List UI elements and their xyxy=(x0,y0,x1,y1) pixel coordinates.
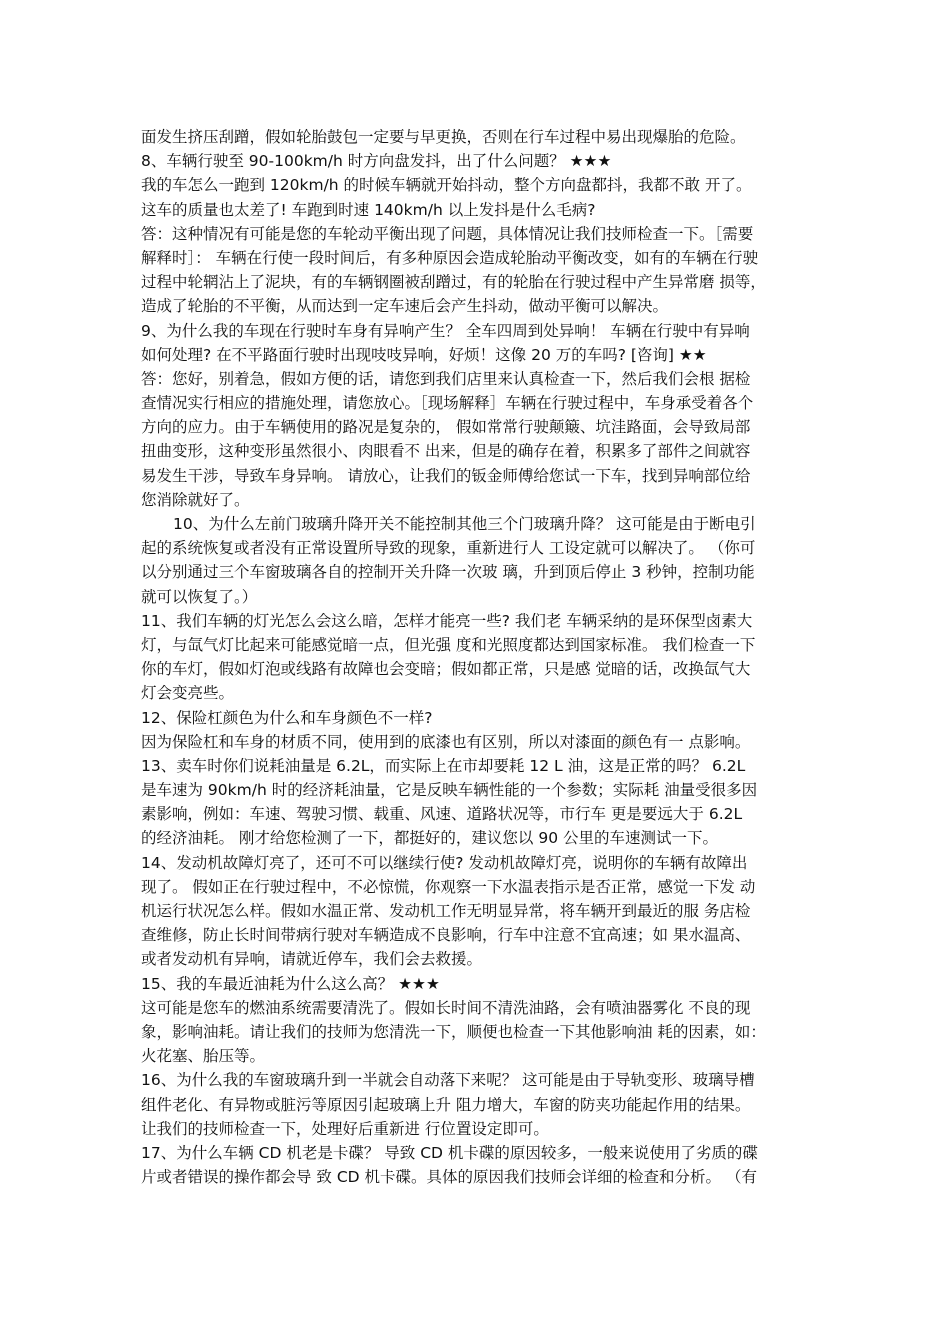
text-line: 面发生挤压刮蹭，假如轮胎鼓包一定要与早更换，否则在行车过程中易出现爆胎的危险。 xyxy=(141,128,746,146)
text-line: 让我们的技师检查一下，处理好后重新进 行位置设定即可。 xyxy=(141,1119,549,1138)
question-heading: 14、发动机故障灯亮了，还可不可以继续行使? 发动机故障灯亮，说明你的车辆有故障出 xyxy=(141,853,748,872)
text-line: 因为保险杠和车身的材质不同，使用到的底漆也有区别，所以对漆面的颜色有一 点影响。 xyxy=(141,732,751,751)
text-line: 这车的质量也太差了! 车跑到时速 140km/h 以上发抖是什么毛病? xyxy=(141,200,596,219)
text-line: 起的系统恢复或者没有正常设置所导致的现象，重新进行人 工设定就可以解决了。 （你可 xyxy=(141,539,756,558)
question-heading: 10、为什么左前门玻璃升降开关不能控制其他三个门玻璃升降？ 这可能是由于断电引 xyxy=(173,515,756,533)
text-line: 现了。 假如正在行驶过程中，不必惊慌，你观察一下水温表指示是否正常，感觉一下发 动 xyxy=(141,877,756,896)
text-line: 的经济油耗。 刚才给您检测了一下，都挺好的，建议您以 90 公里的车速测试一下。 xyxy=(141,829,719,848)
text-line: 您消除就好了。 xyxy=(141,490,250,509)
text-line: 过程中轮辋沾上了泥块，有的车辆钢圈被刮蹭过，有的轮胎在行驶过程中产生异常磨 损等， xyxy=(141,273,766,292)
text-line: 你的车灯，假如灯泡或线路有故障也会变暗；假如都正常，只是感 觉暗的话，改换氙气大 xyxy=(141,660,751,679)
question-heading: 12、保险杠颜色为什么和车身颜色不一样? xyxy=(141,708,433,727)
text-line: 易发生干涉，导致车身异响。 请放心，让我们的钣金师傅给您试一下车，找到异响部位给 xyxy=(141,466,751,485)
document-body xyxy=(141,125,821,1189)
text-line: 素影响，例如：车速、驾驶习惯、载重、风速、道路状况等，市行车 更是要远大于 6.2L xyxy=(141,805,743,824)
text-line: 查情况实行相应的措施处理，请您放心。［现场解释］车辆在行驶过程中，车身承受着各个 xyxy=(141,394,754,413)
text-line: 灯，与氙气灯比起来可能感觉暗一点，但光强 度和光照度都达到国家标准。 我们检查一下 xyxy=(141,635,756,654)
text-line: 灯会变亮些。 xyxy=(141,684,235,703)
question-heading: 13、卖车时你们说耗油量是 6.2L，而实际上在市却要耗 12 L 油，这是正常的吗？ 6.2L xyxy=(141,756,746,775)
text-line: 或者发动机有异响，请就近停车，我们会去救援。 xyxy=(141,950,483,969)
text-line: 以分别通过三个车窗玻璃各自的控制开关升降一次玻 璃，升到顶后停止 3 秒钟，控制功能 xyxy=(141,563,755,582)
text-line: 机运行状况怎么样。假如水温正常、发动机工作无明显异常，将车辆开到最近的服 务店检 xyxy=(141,902,751,920)
text-line: 造成了轮胎的不平衡，从而达到一定车速后会产生抖动，做动平衡可以解决。 xyxy=(141,297,669,316)
question-heading: 8、车辆行驶至 90-100km/h 时方向盘发抖，出了什么问题？ ★★★ xyxy=(141,152,612,171)
text-line: 我的车怎么一跑到 120km/h 的时候车辆就开始抖动，整个方向盘都抖，我都不敢 开了。 xyxy=(141,176,752,195)
text-line: 火花塞、胎压等。 xyxy=(141,1047,266,1066)
text-line: 答：您好，别着急，假如方便的话，请您到我们店里来认真检查一下，然后我们会根 据检 xyxy=(141,369,751,388)
text-line: 解释时］： 车辆在行使一段时间后，有多种原因会造成轮胎动平衡改变，如有的车辆在行驶 xyxy=(141,248,759,267)
text-line: 查维修，防止长时间带病行驶对车辆造成不良影响，行车中注意不宜高速；如 果水温高、 xyxy=(141,926,751,945)
text-line: 组件老化、有异物或脏污等原因引起玻璃上升 阻力增大，车窗的防夹功能起作用的结果。 xyxy=(141,1095,751,1114)
text-line: 如何处理? 在不平路面行驶时出现吱吱异响，好烦！这像 20 万的车吗? [咨询] ★★ xyxy=(141,345,707,364)
question-heading: 9、为什么我的车现在行驶时车身有异响产生？ 全车四周到处异响！ 车辆在行驶中有异响 xyxy=(141,321,750,340)
question-heading: 11、我们车辆的灯光怎么会这么暗，怎样才能亮一些? 我们老 车辆采纳的是环保型卤素大 xyxy=(141,611,753,630)
text-line: 扭曲变形，这种变形虽然很小、肉眼看不 出来，但是的确存在着，积累多了部件之间就容 xyxy=(141,442,751,461)
text-line: 答：这种情况有可能是您的车轮动平衡出现了问题，具体情况让我们技师检查一下。［需要 xyxy=(141,224,754,243)
text-line: 就可以恢复了。） xyxy=(141,587,258,606)
text-line: 象，影响油耗。请让我们的技师为您清洗一下，顺便也检查一下其他影响油 耗的因素，如： xyxy=(141,1022,766,1041)
text-line: 方向的应力。由于车辆使用的路况是复杂的， 假如常常行驶颠簸、坑洼路面，会导致局部 xyxy=(141,418,751,437)
text-line: 这可能是您车的燃油系统需要清洗了。假如长时间不清洗油路，会有喷油器雾化 不良的现 xyxy=(141,998,751,1017)
question-heading: 16、为什么我的车窗玻璃升到一半就会自动落下来呢？ 这可能是由于导轨变形、玻璃导槽 xyxy=(141,1071,755,1090)
text-line: 是车速为 90km/h 时的经济耗油量，它是反映车辆性能的一个参数；实际耗 油量受很多因 xyxy=(141,781,758,800)
question-heading: 15、我的车最近油耗为什么这么高？ ★★★ xyxy=(141,974,440,993)
question-heading: 17、为什么车辆 CD 机老是卡碟？ 导致 CD 机卡碟的原因较多，一般来说使用了劣质的碟 xyxy=(141,1143,758,1162)
text-line: 片或者错误的操作都会导 致 CD 机卡碟。具体的原因我们技师会详细的检查和分析。 （有 xyxy=(141,1168,757,1187)
